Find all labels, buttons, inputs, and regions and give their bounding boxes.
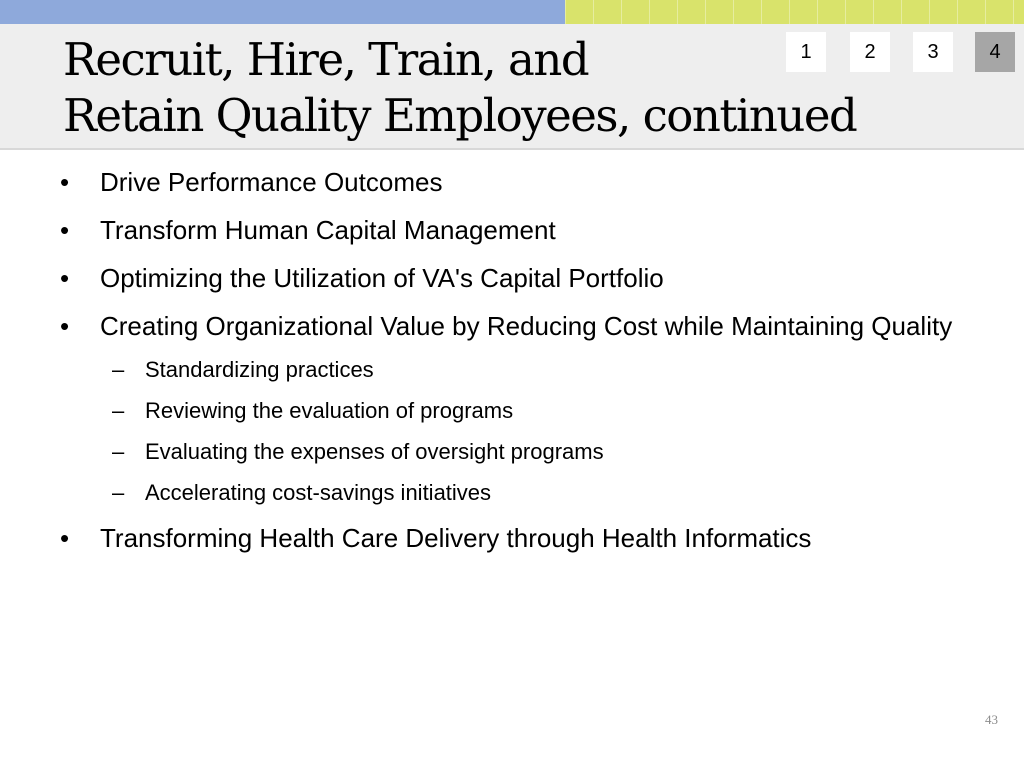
list-item <box>60 162 990 202</box>
slide-title-line-2: Retain Quality Employees, continued <box>63 89 857 142</box>
bullet-text: Drive Performance Outcomes <box>100 167 443 197</box>
nav-button-2[interactable]: 2 <box>850 32 890 72</box>
slide-title-line-1: Recruit, Hire, Train, and <box>63 33 589 86</box>
section-nav <box>786 32 1018 74</box>
sub-list-item <box>60 436 990 468</box>
list-item <box>60 258 990 298</box>
sub-bullet-glyph: – <box>112 398 125 423</box>
sub-bullet-glyph: – <box>112 439 125 464</box>
top-bar-grid-pattern <box>565 0 1024 24</box>
sub-list-item <box>60 477 990 509</box>
page-number: 43 <box>985 712 998 727</box>
slide-title <box>63 32 856 144</box>
nav-button-3[interactable]: 3 <box>913 32 953 72</box>
bullet-text: Optimizing the Utilization of VA's Capital Portfolio <box>100 263 664 293</box>
top-accent-bar <box>0 0 1024 24</box>
header-divider <box>0 148 1024 150</box>
top-bar-blue-segment <box>0 0 565 24</box>
sub-bullet-glyph: – <box>112 357 125 382</box>
bullet-glyph: • <box>60 523 70 553</box>
sub-bullet-text: Standardizing practices <box>145 357 374 382</box>
sub-list-item <box>60 354 990 386</box>
list-item <box>60 518 990 558</box>
sub-bullet-text: Reviewing the evaluation of programs <box>145 398 514 423</box>
bullet-list <box>60 162 990 566</box>
bullet-glyph: • <box>60 215 70 245</box>
sub-bullet-text: Accelerating cost-savings initiatives <box>145 480 492 505</box>
bullet-glyph: • <box>60 167 70 197</box>
nav-button-1[interactable]: 1 <box>786 32 826 72</box>
sub-bullet-text: Evaluating the expenses of oversight programs <box>145 439 604 464</box>
sub-bullet-glyph: – <box>112 480 125 505</box>
bullet-text: Creating Organizational Value by Reducing Cost while Maintaining Quality <box>100 311 953 341</box>
bullet-glyph: • <box>60 311 70 341</box>
list-item <box>60 210 990 250</box>
bullet-text: Transform Human Capital Management <box>100 215 556 245</box>
list-item <box>60 306 990 346</box>
nav-button-4[interactable]: 4 <box>975 32 1015 72</box>
bullet-text: Transforming Health Care Delivery through Health Informatics <box>100 523 812 553</box>
bullet-glyph: • <box>60 263 70 293</box>
sub-list-item <box>60 395 990 427</box>
sub-list <box>60 354 990 509</box>
